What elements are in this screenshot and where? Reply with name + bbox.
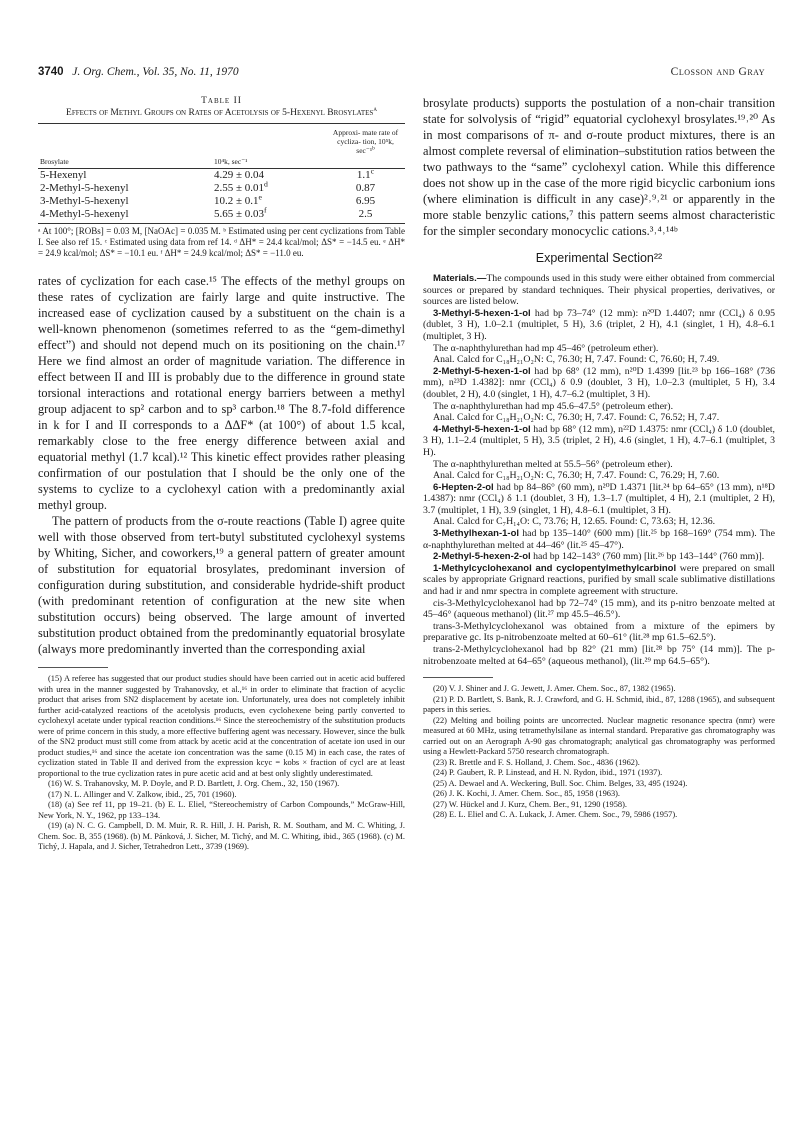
journal-citation: J. Org. Chem., Vol. 35, No. 11, 1970 [72, 66, 239, 78]
footnote: (16) W. S. Trahanovsky, M. P. Doyle, and P. D. Bartlett, J. Org. Chem., 32, 150 (1967). [48, 779, 340, 788]
table-row: 4-Methyl-5-hexenyl 5.65 ± 0.03$^f$ 2.5 [38, 208, 405, 224]
footnote: (23) R. Brettle and F. S. Holland, J. Chem. Soc., 4836 (1962). [433, 757, 640, 767]
footnote: (27) W. Hückel and J. Kurz, Chem. Ber., 91, 1290 (1958). [433, 799, 627, 809]
right-footnotes [423, 684, 775, 821]
footnote: (20) V. J. Shiner and J. G. Jewett, J. Amer. Chem. Soc., 87, 1382 (1965). [433, 684, 676, 694]
exp-paragraph: Anal. Calcd for C₇H₁₄O: C, 73.76; H, 12.65. Found: C, 73.63; H, 12.36. [433, 516, 716, 528]
table-title: Effects of Methyl Groups on Rates of Acetolysis of 5-Hexenyl Brosylates [66, 108, 374, 118]
left-footnotes [38, 674, 405, 853]
data-table [38, 123, 405, 224]
paragraph: brosylate products) supports the postulation of a non-chair transition state for solvolysis of “rigid” equatorial cyclohexyl brosylates.¹⁹˒²⁰ As in most comparisons of π- and σ-route product mixtures, there is an almost complete reversal of elimination–substitution ratios between the two pathways to the “same” cyclohexyl cation. While this difference does not show up in the case of the more rigid bicyclic carbonium ions (where elimination is difficult in any case)²˒⁹˒²¹ or apparently in the more stable benzylic cations,⁷ this pattern seems almost characteristic for the simpler secondary monocyclic cations.³˒⁴˒¹⁴ᵇ [423, 96, 775, 238]
table-footnotes: ᵃ At 100°; [ROBs] = 0.03 M, [NaOAc] = 0.035 M. ᵇ Estimated using per cent cyclizations from Table I. See also ref 15. ᶜ Estimated using data from ref 14. ᵈ ΔH* = 24.4 kcal/mol; ΔS* = −14.5 eu. ᵉ ΔH* = 24.9 kcal/mol; ΔS* = −10.1 eu. ᶠ ΔH* = 24.9 kcal/mol; ΔS* = −11.0 eu. [38, 226, 405, 258]
footnote-divider [423, 677, 493, 678]
footnote: (18) (a) See ref 11, pp 19–21. (b) E. L. Eliel, “Stereochemistry of Carbon Compounds,” McGraw-Hill, New York, N. Y., 1962, pp 133–134. [38, 800, 405, 820]
exp-paragraph: The α-naphthylurethan melted at 55.5–56° (petroleum ether). [433, 458, 673, 470]
running-header [38, 66, 765, 84]
left-column [38, 95, 405, 853]
exp-paragraph: 3-Methyl-5-hexen-1-ol had bp 73–74° (12 mm): n²⁰D 1.4407; nmr (CCl₄) δ 0.95 (dublet, 3 H), 1.0–2.1 (multiplet, 5 H), 3.6 (triplet, 2 H), 4.1 (singlet, 1 H), 4.8–6.1 (multiplet, 3 H). [423, 307, 775, 342]
paragraph: The pattern of products from the σ-route reactions (Table I) agree quite well with those observed from tert-butyl substituted cyclohexyl systems by Whiting, Sicher, and coworkers,¹⁹ a general pattern of greater amount of substitution for equatorial brosylates, predominant inversion of configuration during substitution, and considerable hydride-shift product (with predominant retention of configuration at the new site when substitution occurs) being observed. The large amount of inverted substitution product obtained from the predominantly equatorial brosylate (always more predominantly inverted than the corresponding axial [38, 514, 405, 656]
table-row: 5-Hexenyl 4.29 ± 0.04 1.1$^c$ [40, 166, 375, 181]
exp-paragraph: 1-Methylcyclohexanol and cyclopentylmethylcarbinol were prepared on small scales by appropriate Grignard reactions, purified by small scale sublimative distillations and had ir and nmr spectra in complete agreement with structure. [423, 562, 776, 598]
table-caption [38, 95, 405, 119]
exp-paragraph: 2-Methyl-5-hexen-1-ol had bp 68° (12 mm), n²⁰D 1.4399 [lit.²³ bp 166–168° (736 mm), n²³D 1.4382]: nmr (CCl₄) δ 0.9 (doublet, 3 H), 1.0–2.3 (multiplet, 5 H), 3.4 (doublet, 2 H), 4.0 (singlet, 1 H), 4.7–6.2 (multiplet, 3 H). [423, 365, 775, 400]
exp-paragraph: cis-3-Methylcyclohexanol had bp 72–74° (15 mm), and its p-nitro benzoate melted at 45–46° (aqueous methanol) (lit.²⁷ mp 45.5–46.5°). [423, 597, 775, 621]
right-column [423, 95, 775, 821]
footnote: (26) J. K. Kochi, J. Amer. Chem. Soc., 85, 1958 (1963). [433, 789, 621, 799]
paragraph: rates of cyclization for each case.¹⁵ The effects of the methyl groups on these rates of cyclization are fairly large and quite instructive. The increased ease of cyclization caused by a substituent on the chain is a well-known phenomenon (sometimes referred to as the “gem-dimethyl effect”) and should not depend much on its positioning on the chain.¹⁷ Here we find almost an order of magnitude variation. The difference in effect between II and III is probably due to the difference in ground state torsional interactions and rotational energy barriers between a methyl group adjacent to sp² carbon and to sp³ carbon.¹⁸ The 8.7-fold difference in k for I and II corresponds to a ΔΔF* (at 100°) of about 1.5 kcal, remarkably close to the free energy difference between axial and equatorial methyl (1.7 kcal).¹² This kinetic effect provides rather pleasing confirmation of our postulation that I should be the only one of the systems to cyclize to a cyclohexyl cation with a predominantly axial methyl group. [38, 274, 405, 512]
table-number: Table II [201, 96, 242, 106]
exp-paragraph: Materials.—The compounds used in this study were either obtained from commercial sources or prepared by standard techniques. Their physical properties, derivatives, or sources are listed below. [423, 273, 775, 308]
footnote: (22) Melting and boiling points are uncorrected. Nuclear magnetic resonance spectra (nmr) were measured at 60 MHz, using tetramethylsilane as internal standard. Preparative gas chromatography was carried out on an Aerograph A-90 gas chromatograph; analytical gas chromatography was performed using a Hewlett-Packard 5750 research chromatograph. [423, 715, 775, 757]
running-authors: Closson and Gray [670, 66, 765, 78]
exp-paragraph: 4-Methyl-5-hexen-1-ol had bp 68° (12 mm), n²²D 1.4375: nmr (CCl₄) δ 1.0 (doublet, 3 H), 1.1–2.4 (multiplet, 5 H), 3.5 (triplet, 2 H), 4.6 (singlet, 1 H), 4.7–6.1 (multiplet, 3 H). [423, 423, 775, 458]
footnote: (24) P. Gaubert, R. P. Linstead, and H. N. Rydon, ibid., 1971 (1937). [433, 768, 663, 778]
footnote: (25) A. Dewael and A. Weckering, Bull. Soc. Chim. Belges, 33, 495 (1924). [433, 778, 688, 788]
right-body-text [423, 95, 775, 239]
exp-paragraph: The α-naphthylurethan had mp 45.6–47.5° (petroleum ether). [433, 400, 674, 412]
exp-paragraph: 2-Methyl-5-hexen-2-ol had bp 142–143° (760 mm) [lit.²⁶ bp 143–144° (760 mm)]. [433, 551, 765, 563]
section-heading: Experimental Section²² [535, 251, 663, 265]
left-body-text [38, 273, 405, 657]
col-header-k: 10⁴k, sec⁻¹ [212, 157, 326, 169]
footnote: (28) E. L. Eliel and C. A. Lukack, J. Amer. Chem. Soc., 79, 5986 (1957). [433, 810, 678, 820]
footnote: (21) P. D. Bartlett, S. Bank, R. J. Crawford, and G. H. Schmid, ibid., 87, 1288 (1965), and subsequent papers in this series. [423, 694, 775, 715]
footnote: (15) A referee has suggested that our product studies should have been carried out in acetic acid buffered with urea in the manner suggested by Trahanovsky, et al.,¹⁶ in order to eliminate that fraction of acyclic product that arises from SN2 displacement by acetate ion. Unfortunately, urea does not completely inhibit further acid-catalyzed reactions of the acetolysis products, even cyclohexene being partly converted to cyclohexyl acetate under typical reaction conditions.¹⁶ Since the stereochemistry of the substitution products were of prime concern in this study, a more effective buffering agent was necessary. However, since the bulk of the SN2 product must still come from attack by acetic acid at the concentration of acetate ion used in our product studies,¹⁶ and since the acetate ion concentration was the same (0.15 M) in each case, the rates of cyclization stated in Table II and derived from the expression kcyc = kobs × fraction of cycl are at least proportional to the true cyclization rates in pure acetic acid and at best only slightly underestimated. [38, 674, 405, 778]
footnote: (17) N. L. Allinger and V. Zalkow, ibid., 25, 701 (1960). [48, 789, 237, 799]
exp-paragraph: Anal. Calcd for C₁₈H₂₁O₂N: C, 76.30; H, 7.47. Found: C, 76.60; H, 7.49. [433, 354, 720, 366]
page-number: 3740 [38, 66, 64, 78]
exp-paragraph: The α-naphthylurethan had mp 45–46° (petroleum ether). [433, 342, 659, 354]
exp-paragraph: 3-Methylhexan-1-ol had bp 135–140° (600 mm) [lit.²⁵ bp 168–169° (754 mm). The α-naphthylurethan melted at 44–46° (lit.²⁵ 45–47°). [423, 528, 775, 551]
table-title-note: a [373, 105, 377, 113]
footnote: (19) (a) N. C. G. Campbell, D. M. Muir, R. R. Hill, J. H. Parish, R. M. Southam, and M. C. Whiting, J. Chem. Soc. B, 355 (1968). (b) M. Pánková, J. Sicher, M. Tichý, and M. C. Whiting, ibid., 365 (1968). (c) M. Tichý, J. Hapala, and J. Sicher, Tetrahedron Lett., 3739 (1969). [38, 821, 405, 851]
table-row: 3-Methyl-5-hexenyl 10.2 ± 0.1$^e$ 6.95 [40, 192, 376, 207]
exp-paragraph: trans-3-Methylcyclohexanol was obtained from a mixture of the epimers by preparative gc. Its p-nitrobenzoate melted at 60–61° (lit.²⁸ mp 61.5–62.5°). [423, 620, 775, 644]
experimental-text [423, 273, 775, 667]
footnote-divider [38, 667, 108, 668]
col-header-brosylate: Brosylate [38, 157, 212, 169]
exp-paragraph: Anal. Calcd for C₁₈H₂₁O₂N: C, 76.30; H, 7.47. Found: C, 76.29; H, 7.60. [433, 470, 720, 482]
exp-paragraph: trans-2-Methylcyclohexanol had bp 82° (21 mm) [lit.²⁸ bp 75° (14 mm)]. The p-nitrobenzoate melted at 64–65° (aqueous methanol), (lit.²⁹ mp 64.5–65°). [423, 644, 775, 667]
col-header-rate: Approxi- mate rate of cycliza- tion, 10⁵k, sec⁻¹$^b$ [326, 124, 405, 158]
table-row: 2-Methyl-5-hexenyl 2.55 ± 0.01$^d$ 0.87 [40, 179, 376, 194]
exp-paragraph: 6-Hepten-2-ol had bp 84–86° (60 mm), n²⁰D 1.4371 [lit.²⁴ bp 64–65° (13 mm), n¹⁸D 1.4387): nmr (CCl₄) δ 1.1 (doublet, 3 H), 1.3–1.7 (multiplet, 4 H), 2.1 (multiplet, 2 H), 3.7 (multiplet, 1 H), 3.9 (singlet, 1 H), 4.8–6.1 (multiplet, 3 H). [423, 481, 775, 516]
exp-paragraph: Anal. Calcd for C₁₈H₂₁O₂N: C, 76.30; H, 7.47. Found: C, 76.52; H, 7.47. [433, 412, 720, 424]
